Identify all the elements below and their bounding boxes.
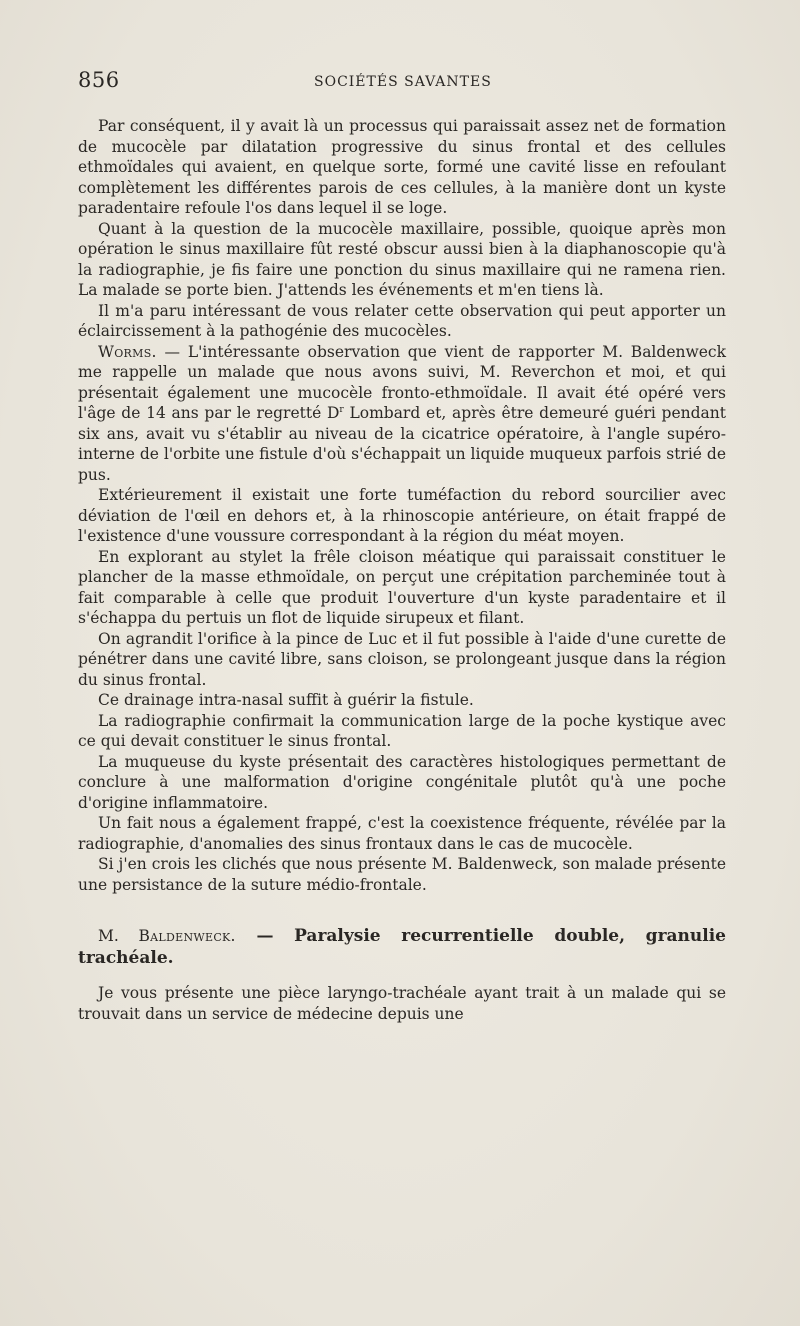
paragraph: On agrandit l'orifice à la pince de Luc et il fut possible à l'aide d'une curette de pénétrer dans une cavité libre, sans cloison, se prolongeant jusque dans la région du sinus frontal. [78,629,726,689]
paragraph: En explorant au stylet la frêle cloison méatique qui paraissait constituer le plancher de la masse ethmoïdale, on perçut une crépitation parcheminée tout à fait comparable à celle que produit l'ouverture d'un kyste paradentaire et il s'échappa du pertuis un flot de liquide sirupeux et filant. [78,547,726,627]
worms-text: — L'intéressante observation que vient de rapporter M. Baldenweck me rappelle un malade que nous avons suivi, M. Reverchon et moi, et qui présentait également une mucocèle fronto-ethmoïdale. Il avait été opéré vers l'âge de 14 ans par le regretté D [78,342,726,422]
paragraph: La radiographie confirmait la communication large de la poche kystique avec ce qui devait constituer le sinus frontal. [78,711,726,750]
worms-paragraph [78,342,726,486]
speaker-name: Worms. [98,342,157,361]
section-heading [78,925,726,969]
paragraph: Extérieurement il existait une forte tuméfaction du rebord sourcilier avec déviation de l'œil en dehors et, à la rhinoscopie antérieure, on était frappé de l'existence d'une voussure correspondant à la région du méat moyen. [78,486,726,545]
page-header [78,68,722,96]
paragraph: Par conséquent, il y avait là un processus qui paraissait assez net de formation de mucocèle par dilatation progressive du sinus frontal et des cellules ethmoïdales qui avaient, en quelque sorte, formé une cavité lisse en refoulant complètement les différentes parois de ces cellules, à la manière dont un kyste paradentaire refoule l'os dans lequel il se loge. [78,117,726,217]
page-number: 856 [78,68,120,92]
paragraph: Ce drainage intra-nasal suffit à guérir la fistule. [98,691,474,709]
section-speaker: Baldenweck. [138,927,236,945]
paragraph: Il m'a paru intéressant de vous relater cette observation qui peut apporter un éclaircissement à la pathogénie des mucocèles. [78,301,726,340]
paragraph: Quant à la question de la mucocèle maxillaire, possible, quoique après mon opération le sinus maxillaire fût resté obscur aussi bien à la diaphanoscopie qu'à la radiographie, je fis faire une ponction du sinus maxillaire qui ne ramena rien. La malade se porte bien. J'attends les événements et m'en tiens là. [78,219,726,299]
paragraph: Si j'en crois les clichés que nous présente M. Baldenweck, son malade présente une persistance de la suture médio-frontale. [78,855,726,894]
section-speaker-prefix: M. [98,927,139,945]
heading-spacer [78,969,726,983]
section-spacer [78,895,726,925]
closing-paragraph: Je vous présente une pièce laryngo-trachéale ayant trait à un malade qui se trouvait dans un service de médecine depuis une [78,984,726,1023]
body-text [78,116,726,1024]
paragraph: Un fait nous a également frappé, c'est la coexistence fréquente, révélée par la radiographie, d'anomalies des sinus frontaux dans le cas de mucocèle. [78,814,726,853]
section-title: Paralysie recurrentielle double, granulie trachéale. [78,926,726,968]
superscript: r [339,404,344,415]
paragraph: La muqueuse du kyste présentait des caractères histologiques permettant de conclure à une malformation d'origine congénitale plutôt qu'à une poche d'origine inflammatoire. [78,752,726,812]
worms-text-continued: Lombard et, après être demeuré guéri pendant six ans, avait vu s'établir au niveau de la cicatrice opératoire, à l'angle supéro-interne de l'orbite une fistule d'où s'échappait un liquide muqueux parfois strié de pus. [78,404,727,484]
running-head: SOCIÉTÉS SAVANTES [314,74,492,90]
section-dash: — [235,926,295,946]
